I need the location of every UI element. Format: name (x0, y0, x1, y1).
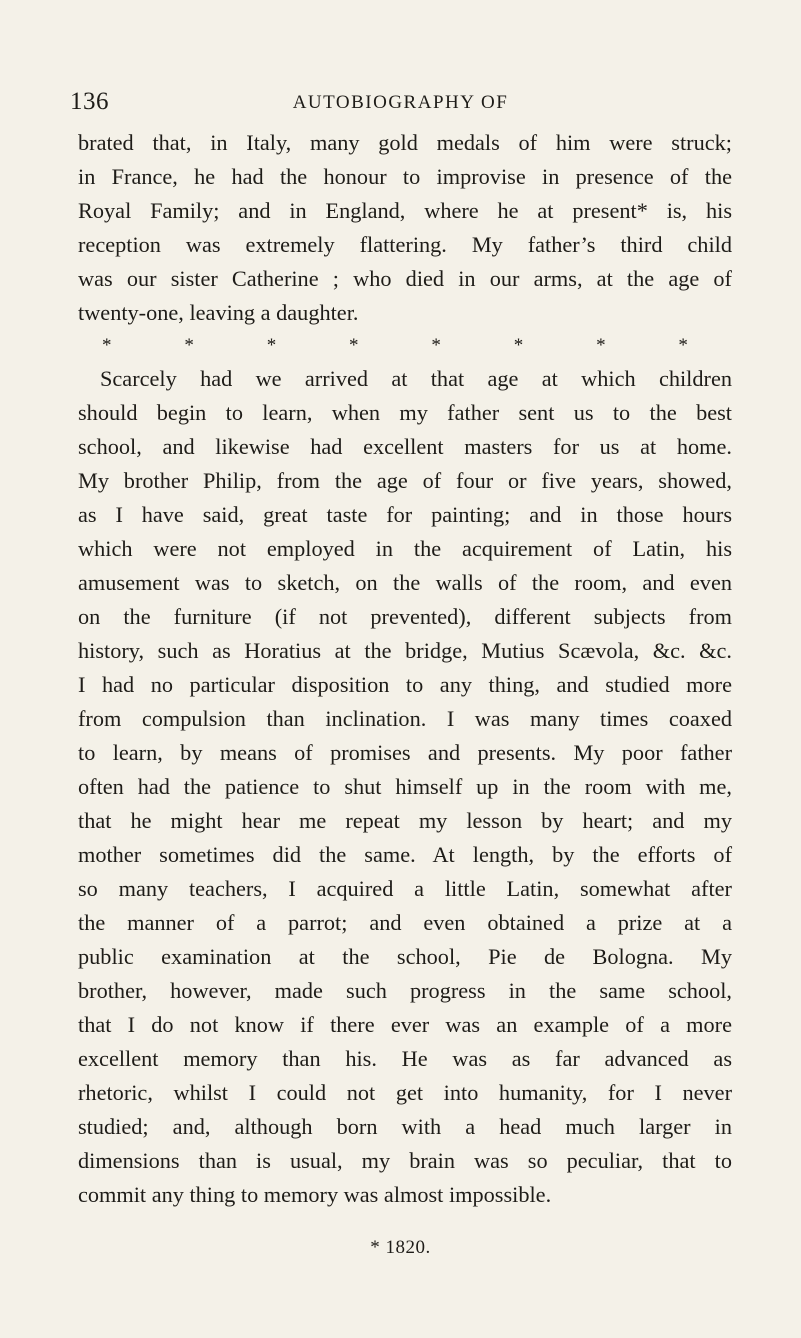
text-line: reception was extremely flattering. My father’s third child (78, 232, 732, 257)
asterism-star: * (184, 335, 194, 356)
text-line: in France, he had the honour to improvise in presence of the (78, 164, 732, 189)
text-line: history, such as Horatius at the bridge, Mutius Scævola, &c. &c. (78, 638, 732, 663)
text-line: was our sister Catherine ; who died in our arms, at the age of (78, 266, 732, 291)
text-line: public examination at the school, Pie de Bologna. My (78, 944, 732, 969)
text-line: that I do not know if there ever was an example of a more (78, 1012, 732, 1037)
section-separator (78, 330, 732, 362)
text-line: commit any thing to memory was almost impossible. (78, 1182, 552, 1207)
text-line: should begin to learn, when my father sent us to the best (78, 400, 732, 425)
text-line: twenty-one, leaving a daughter. (78, 300, 359, 325)
asterism-star: * (513, 335, 524, 356)
text-line: the manner of a parrot; and even obtained a prize at a (78, 910, 732, 935)
text-line: as I have said, great taste for painting; and in those hours (78, 502, 732, 527)
text-line: brated that, in Italy, many gold medals of him were struck; (78, 130, 732, 155)
text-line: rhetoric, whilst I could not get into humanity, for I never (78, 1080, 732, 1105)
text-line: dimensions than is usual, my brain was so peculiar, that to (78, 1148, 732, 1173)
asterism-star: * (431, 335, 441, 356)
text-line: so many teachers, I acquired a little Latin, somewhat after (78, 876, 732, 901)
page-header (70, 88, 731, 118)
text-line: which were not employed in the acquirement of Latin, his (78, 536, 732, 561)
text-line: school, and likewise had excellent masters for us at home. (78, 434, 732, 459)
text-line: Scarcely had we arrived at that age at which children (100, 366, 732, 391)
asterism-star: * (266, 335, 277, 356)
body-text (78, 126, 732, 1212)
asterism-star: * (102, 335, 112, 356)
asterism-star: * (596, 335, 606, 356)
paragraph-1 (78, 126, 732, 330)
text-line: that he might hear me repeat my lesson by heart; and my (78, 808, 732, 833)
text-line: to learn, by means of promises and presents. My poor father (78, 740, 732, 765)
text-line: My brother Philip, from the age of four or five years, showed, (78, 468, 732, 493)
paragraph-2 (78, 362, 732, 1212)
text-line: Royal Family; and in England, where he at present* is, his (78, 198, 732, 223)
asterism-star: * (678, 335, 688, 356)
asterism-star: * (349, 335, 359, 356)
text-line: often had the patience to shut himself up in the room with me, (78, 774, 732, 799)
text-line: on the furniture (if not prevented), different subjects from (78, 604, 732, 629)
text-line: mother sometimes did the same. At length, by the efforts of (78, 842, 732, 867)
running-head: AUTOBIOGRAPHY OF (292, 92, 509, 113)
text-line: amusement was to sketch, on the walls of the room, and even (78, 570, 732, 595)
text-line: excellent memory than his. He was as far advanced as (78, 1046, 732, 1071)
text-line: I had no particular disposition to any thing, and studied more (78, 672, 732, 697)
page-number: 136 (70, 88, 109, 115)
footnote: * 1820. (370, 1237, 431, 1258)
text-line: from compulsion than inclination. I was many times coaxed (78, 706, 732, 731)
text-line: studied; and, although born with a head much larger in (78, 1114, 732, 1139)
text-line: brother, however, made such progress in the same school, (78, 978, 732, 1003)
